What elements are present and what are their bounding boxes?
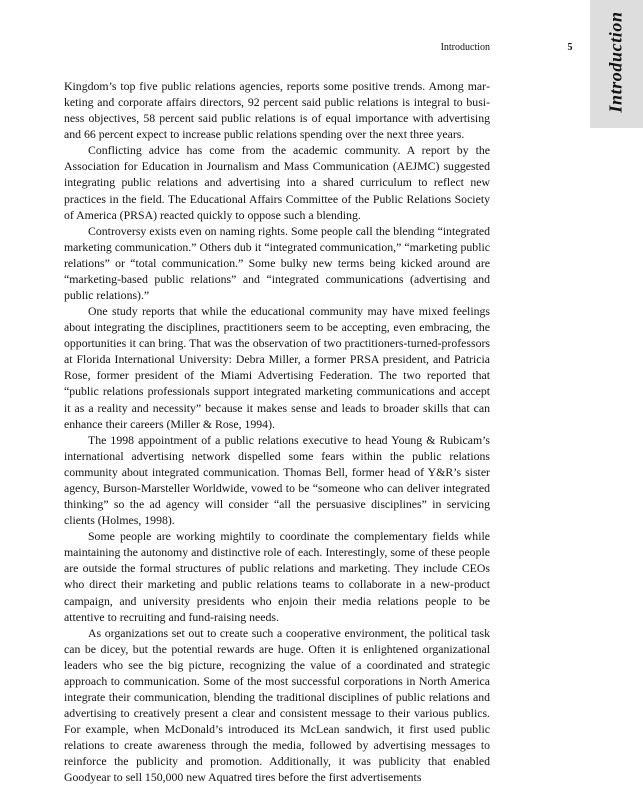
body-text	[64, 78, 490, 785]
paragraph: Conflicting advice has come from the academic community. A report by the Association for Education in Journalism and Mass Communication (AEJMC) suggested integrating public relations and advertising into a shared curriculum to reflect new practices in the field. The Educational Affairs Committee of the Public Relations Society of America (PRSA) reacted quickly to oppose such a blending.	[64, 143, 490, 222]
paragraph: One study reports that while the educational community may have mixed feelings about integrating the disciplines, practitioners seem to be accepting, even embracing, the opportunities it can bring. That was the observation of two practitioners-turned-professors at Florida International University: Debra Miller, a former PRSA president, and Patricia Rose, former president of the Miami Advertising Federation. The two reported that “public relations professionals support integrated marketing communications and accept it as a reality and necessity” because it makes sense and leads to broader skills that can enhance their careers (Miller & Rose, 1994).	[64, 304, 490, 431]
paragraph: Kingdom’s top five public relations agencies, reports some positive trends. Among marketing and corporate affairs directors, 92 percent said public relations is integral to business objectives, 58 percent said public relations is of equal importance with advertising and 66 percent expect to increase public relations spending over the next three years.	[64, 79, 490, 142]
section-side-tab	[590, 0, 643, 128]
page-number: 5	[567, 42, 573, 53]
running-header-title: Introduction	[440, 42, 490, 53]
paragraph: As organizations set out to create such a cooperative environment, the political task can be dicey, but the potential rewards are huge. Often it is enlightened organizational leaders who see the big picture, recognizing the value of a coordinated and strategic approach to communication. Some of the most successful corporations in North America integrate their communication, blending the traditional disciplines of public relations and advertising to creatively present a clear and consistent message to their various publics. For example, when McDonald’s introduced its McLean sandwich, it first used public relations to create awareness through the media, followed by advertising messages to reinforce the publicity and promotion. Additionally, it was publicity that enabled Goodyear to sell 150,000 new Aquatred tires before the first advertisements	[64, 625, 490, 785]
section-side-tab-label: Introduction	[605, 11, 626, 113]
paragraph: Some people are working mightily to coordinate the complementary fields while maintaining the autonomy and distinctive role of each. Interestingly, some of these people are outside the formal structures of public relations and marketing. They include CEOs who direct their marketing and public relations teams to collaborate in a new-product campaign, and university presidents who enjoin their media relations people to be attentive to recruiting and fund-raising needs.	[64, 529, 490, 624]
paragraph: The 1998 appointment of a public relations executive to head Young & Rubicam’s international advertising network dispelled some fears within the public relations community about integrated communication. Thomas Bell, former head of Y&R’s sister agency, Burson-Marsteller Worldwide, vowed to be “someone who can deliver integrated thinking” so the ad agency will consider “all the persuasive disciplines” in servicing clients (Holmes, 1998).	[64, 432, 490, 528]
paragraph: Controversy exists even on naming rights. Some people call the blending “integrated marketing communication.” Others dub it “integrated communication,” “marketing public relations” or “total communication.” Some bulky new terms being kicked around are “marketing-based public relations” and “integrated communications (advertising and public relations).”	[64, 223, 490, 303]
